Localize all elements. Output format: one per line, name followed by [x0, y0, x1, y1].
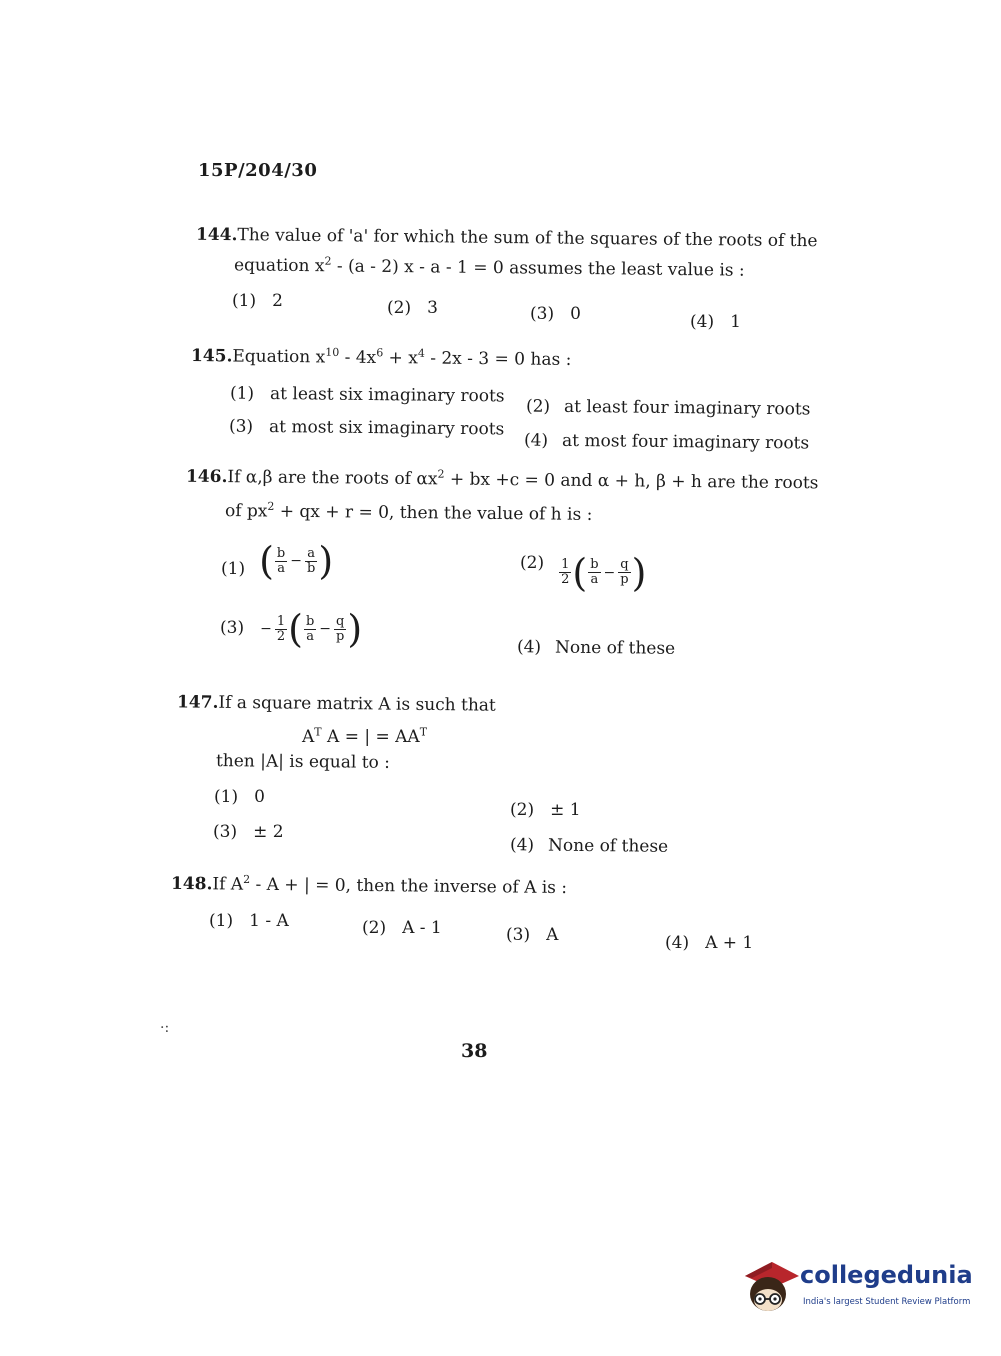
numerator: q [620, 557, 629, 572]
option-text: 2 [272, 291, 283, 311]
q144-option-3[interactable] [530, 304, 581, 324]
q148-number: 148. [170, 873, 213, 895]
eq-sup2: T [419, 725, 428, 739]
left-paren: ( [288, 607, 303, 651]
denominator: a [306, 628, 314, 644]
option-number: (3) [228, 416, 254, 437]
option-number: (1) [209, 911, 234, 931]
option-number: (3) [506, 925, 531, 945]
option-number: (1) [229, 383, 255, 404]
numerator: 1 [276, 613, 286, 629]
q146-opt3-expression [258, 607, 363, 651]
q146-line2 [225, 501, 593, 525]
option-text: at least four imaginary roots [563, 396, 811, 420]
left-paren: ( [259, 539, 274, 583]
q144-option-1[interactable] [232, 291, 283, 311]
q146-sup1: 2 [437, 467, 445, 481]
q144-text2c: - (a - 2) x - a - 1 = 0 assumes the least value is : [331, 256, 745, 281]
option-number: (2) [362, 918, 387, 938]
option-number: (4) [523, 430, 549, 451]
option-text: None of these [554, 637, 676, 659]
option-number: (3) [530, 304, 555, 324]
denominator: b [306, 560, 316, 576]
q145-number: 145. [190, 346, 233, 367]
q145-sup2: 6 [376, 346, 384, 360]
scan-speck: ·: [160, 1020, 170, 1036]
q146-text1a: If α,β are the roots of αx [227, 467, 438, 490]
q144-option-2[interactable] [387, 298, 438, 318]
option-number: (2) [387, 298, 412, 318]
q146-text1b: + bx +c = 0 and α + h, β + h are the roots [444, 469, 819, 494]
q147-option-1[interactable] [214, 787, 265, 807]
paper-code: 15P/204/30 [198, 160, 318, 181]
q146-option-3[interactable] [220, 607, 363, 651]
option-text: 0 [254, 787, 265, 807]
q146-line1 [186, 467, 819, 494]
eq-b: A = | = AA [321, 727, 420, 747]
fraction [304, 615, 316, 644]
option-number: (2) [520, 553, 545, 573]
denominator: p [620, 572, 629, 587]
half-fraction [559, 558, 571, 587]
fraction [334, 615, 346, 644]
q147-line2 [216, 751, 390, 773]
right-paren: ) [631, 550, 647, 595]
q145-sup3: 4 [417, 346, 425, 360]
q145-text-a: Equation x [232, 346, 326, 368]
q144-number: 144. [195, 224, 238, 246]
q146-option-1[interactable] [221, 539, 334, 583]
fraction [275, 547, 287, 576]
option-text: A - 1 [402, 918, 442, 938]
option-number: (1) [214, 787, 239, 807]
q146-opt2-expression [558, 550, 647, 595]
q148-line1 [171, 874, 567, 898]
option-number: (1) [232, 291, 257, 311]
numerator: a [307, 545, 316, 561]
q147-option-3[interactable] [213, 822, 284, 842]
eq-a: A [302, 727, 315, 747]
q145-text-b: - 4x [339, 347, 377, 368]
q144-option-4[interactable] [690, 312, 741, 332]
q148-option-1[interactable] [209, 911, 289, 931]
q148-text-a: If A [212, 874, 244, 895]
fraction [588, 558, 600, 587]
q146-text2b: + qx + r = 0, then the value of h is : [274, 501, 593, 525]
q145-option-2[interactable] [526, 397, 811, 420]
q148-option-4[interactable] [665, 933, 753, 953]
numerator: 1 [561, 557, 570, 572]
option-text: 3 [427, 298, 438, 318]
option-text: A + 1 [705, 933, 754, 953]
minus-sign: − [290, 553, 302, 569]
option-text: 1 [730, 312, 741, 332]
option-number: (2) [510, 800, 535, 820]
option-text: at least six imaginary roots [269, 383, 505, 407]
negative-sign: − [260, 621, 272, 637]
logo-wordmark: collegedunia [800, 1261, 973, 1289]
option-text: ± 1 [550, 800, 581, 820]
option-text: 1 - A [249, 911, 289, 931]
minus-sign: − [319, 621, 331, 637]
numerator: b [305, 613, 315, 629]
numerator: b [276, 545, 286, 561]
fraction [305, 547, 317, 576]
denominator: 2 [276, 628, 286, 644]
q146-text2a: of px [224, 501, 268, 522]
q144-line2 [234, 255, 745, 280]
q147-line1 [177, 692, 496, 715]
q146-option-2[interactable] [520, 550, 647, 595]
half-fraction [275, 615, 287, 644]
q146-opt1-expression [259, 539, 334, 583]
option-text: at most six imaginary roots [268, 416, 505, 440]
option-number: (4) [690, 312, 715, 332]
minus-sign: − [603, 564, 616, 581]
option-number: (4) [516, 637, 542, 658]
q145-sup1: 10 [325, 345, 340, 359]
denominator: a [277, 560, 285, 576]
right-paren: ) [318, 539, 334, 583]
q145-option-3[interactable] [229, 417, 505, 440]
eq-sup1: T [314, 725, 322, 739]
q147-number: 147. [176, 692, 219, 713]
q145-text-c: + x [383, 348, 418, 369]
page-number: 38 [461, 1040, 488, 1062]
q145-text-d: - 2x - 3 = 0 has : [424, 348, 572, 370]
option-number: (1) [221, 559, 246, 579]
q147-text2: then |A| is equal to : [215, 751, 391, 773]
q148-option-2[interactable] [362, 918, 442, 938]
option-number: (3) [213, 822, 238, 842]
q147-text1: If a square matrix A is such that [218, 692, 496, 716]
q148-sup1: 2 [243, 873, 251, 887]
option-text: None of these [547, 835, 669, 857]
right-paren: ) [347, 607, 363, 651]
numerator: b [590, 557, 599, 572]
fraction [618, 558, 630, 587]
q146-option-4[interactable] [517, 637, 675, 659]
q147-option-2[interactable] [510, 800, 581, 820]
denominator: 2 [561, 572, 570, 587]
option-text: 0 [570, 304, 581, 324]
q146-number: 146. [185, 466, 228, 488]
q148-text-b: - A + | = 0, then the inverse of A is : [250, 874, 568, 899]
option-text: ± 2 [253, 822, 284, 842]
q145-option-4[interactable] [524, 431, 809, 454]
q145-option-1[interactable] [230, 384, 505, 407]
q144-line1 [196, 225, 818, 252]
q148-option-3[interactable] [506, 925, 558, 945]
q144-sup: 2 [324, 254, 332, 268]
denominator: a [590, 572, 599, 587]
q144-text2a: equation x [233, 255, 325, 277]
q144-text1: The value of 'a' for which the sum of the squares of the roots of the [237, 225, 818, 252]
q147-equation [302, 727, 427, 747]
left-paren: ( [572, 550, 588, 595]
logo-tagline: India's largest Student Review Platform [803, 1297, 971, 1307]
q145-line1 [191, 346, 572, 370]
option-number: (4) [665, 933, 690, 953]
option-text: at most four imaginary roots [561, 430, 810, 454]
option-number: (3) [220, 618, 245, 638]
numerator: q [336, 613, 345, 629]
denominator: p [336, 628, 345, 644]
option-text: A [546, 925, 559, 945]
q147-option-4[interactable] [510, 835, 668, 857]
option-number: (4) [509, 835, 535, 856]
q146-sup2: 2 [267, 499, 275, 513]
option-number: (2) [525, 396, 551, 417]
